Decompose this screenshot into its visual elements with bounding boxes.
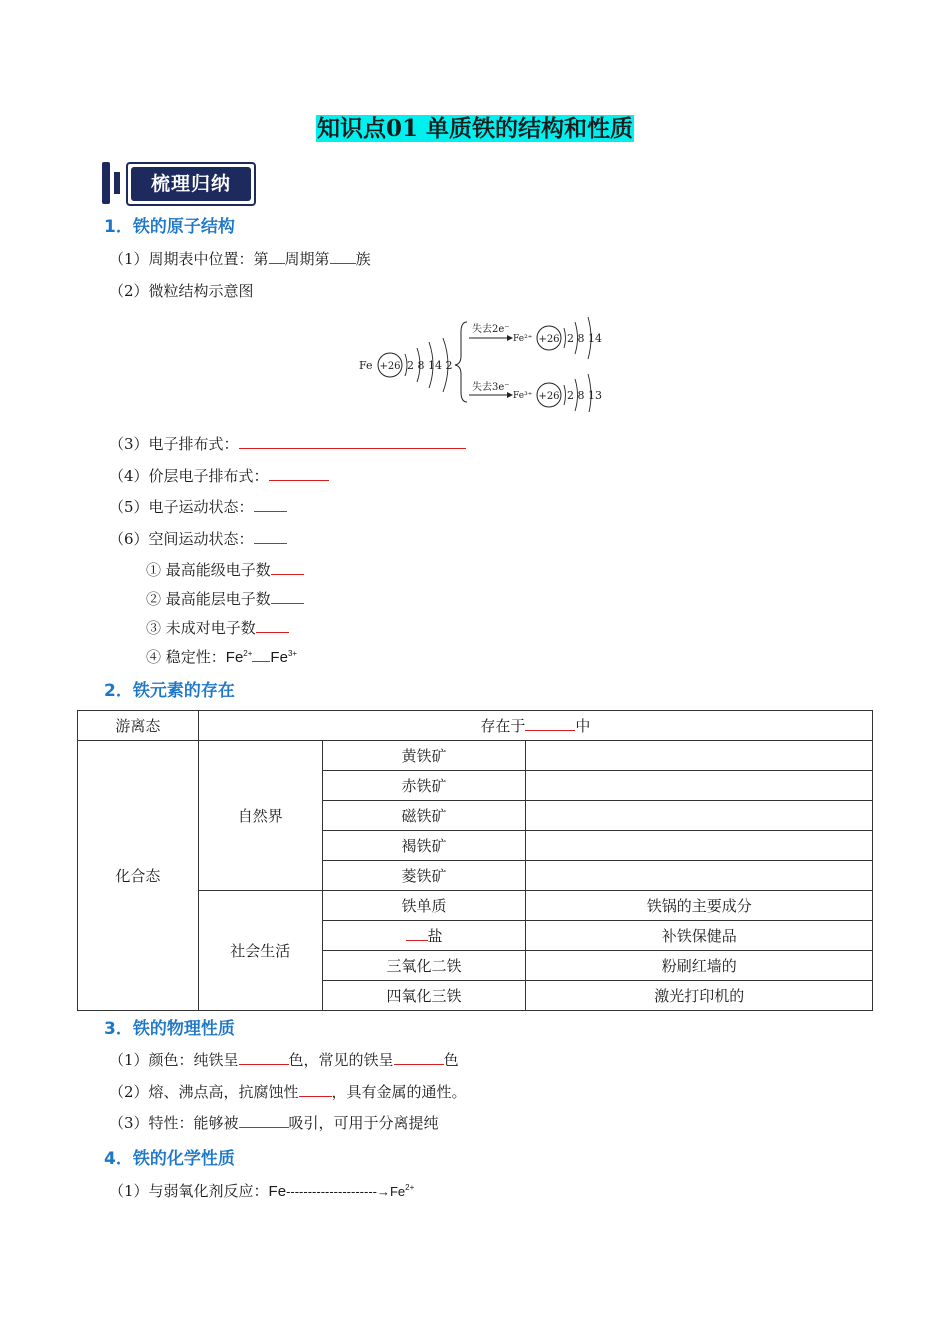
cell-ore: 菱铁矿	[322, 861, 526, 891]
item-space-states: （6）空间运动状态：	[109, 528, 287, 549]
item-electron-config: （3）电子排布式：	[109, 433, 466, 454]
blank[interactable]	[406, 926, 428, 941]
cell-ore-answer[interactable]	[526, 801, 873, 831]
cell-ore-answer[interactable]	[526, 741, 873, 771]
item-weak-oxidant: （1）与弱氧化剂反应：$Fe---------------------\to Fe^{2+}$	[109, 1182, 415, 1200]
blank[interactable]	[252, 647, 270, 662]
blank[interactable]	[239, 1050, 289, 1065]
blank[interactable]	[239, 434, 466, 449]
blank[interactable]	[271, 560, 304, 575]
item-motion-states: （5）电子运动状态：	[109, 496, 287, 517]
cell-ore-answer[interactable]	[526, 831, 873, 861]
sub-item-3: ③ 未成对电子数	[146, 617, 289, 638]
cell-substance: 三氧化二铁	[322, 951, 526, 981]
sub-item-2: ② 最高能层电子数	[146, 588, 304, 609]
blank[interactable]	[299, 1082, 332, 1097]
sub-item-1: ① 最高能级电子数	[146, 559, 304, 580]
section-heading-2: 2．铁元素的存在	[104, 681, 235, 701]
item-color: （1）颜色：纯铁呈 色，常见的铁呈 色	[109, 1051, 459, 1069]
blank[interactable]	[239, 1113, 289, 1128]
cell-ore-answer[interactable]	[526, 771, 873, 801]
svg-text:失去2e⁻: 失去2e⁻	[472, 324, 510, 335]
cell-use: 补铁保健品	[526, 921, 873, 951]
svg-text:Fe³⁺: Fe³⁺	[513, 391, 533, 401]
cell-use: 铁锅的主要成分	[526, 891, 873, 921]
item-diagram-label: （2）微粒结构示意图	[109, 282, 254, 300]
badge-label: 梳理归纳	[131, 167, 251, 201]
cell-substance: 四氧化三铁	[322, 981, 526, 1011]
cell-ore: 磁铁矿	[322, 801, 526, 831]
blank[interactable]	[254, 497, 287, 512]
cell-ore: 黄铁矿	[322, 741, 526, 771]
cell-use: 激光打印机的	[526, 981, 873, 1011]
blank[interactable]	[271, 589, 304, 604]
blank[interactable]	[254, 529, 287, 544]
section-heading-4: 4．铁的化学性质	[104, 1149, 235, 1169]
iron-existence-table	[77, 710, 873, 1011]
cell-society: 社会生活	[198, 891, 322, 1011]
blank[interactable]	[269, 249, 285, 264]
svg-text:失去3e⁻: 失去3e⁻	[472, 382, 510, 393]
cell-ore-answer[interactable]	[526, 861, 873, 891]
cell-exists-in: 存在于 中	[198, 711, 872, 741]
svg-text:2 8 13: 2 8 13	[567, 389, 602, 402]
svg-text:2 8 14 2: 2 8 14 2	[407, 359, 453, 372]
section-badge	[102, 162, 254, 204]
cell-use: 粉刷红墙的	[526, 951, 873, 981]
svg-text:+26: +26	[379, 361, 401, 372]
cell-ore: 褐铁矿	[322, 831, 526, 861]
cell-nature: 自然界	[198, 741, 322, 891]
svg-text:2 8 14: 2 8 14	[567, 332, 602, 345]
svg-text:Fe²⁺: Fe²⁺	[513, 334, 533, 344]
electron-structure-diagram	[355, 312, 615, 412]
blank[interactable]	[269, 466, 329, 481]
blank[interactable]	[330, 249, 356, 264]
blank[interactable]	[256, 618, 289, 633]
sub-item-4: ④ 稳定性：$Fe^{2+}$ $Fe^{3+}$	[146, 648, 298, 666]
cell-free-state: 游离态	[78, 711, 199, 741]
blank[interactable]	[394, 1050, 444, 1065]
cell-substance: 盐	[322, 921, 526, 951]
cell-compound: 化合态	[78, 741, 199, 1011]
svg-text:+26: +26	[538, 334, 560, 345]
blank[interactable]	[525, 716, 575, 731]
item-property: （3）特性：能够被 吸引，可用于分离提纯	[109, 1114, 439, 1132]
atom-symbol: Fe	[359, 359, 373, 372]
page-title: 知识点01 单质铁的结构和性质	[316, 115, 633, 142]
section-heading-1: 1．铁的原子结构	[104, 217, 235, 237]
cell-substance: 铁单质	[322, 891, 526, 921]
item-melting: （2）熔、沸点高，抗腐蚀性 ，具有金属的通性。	[109, 1083, 467, 1101]
cell-ore: 赤铁矿	[322, 771, 526, 801]
svg-text:+26: +26	[538, 391, 560, 402]
section-heading-3: 3．铁的物理性质	[104, 1019, 235, 1039]
item-position: （1）周期表中位置：第 周期第 族	[109, 250, 371, 268]
item-valence-config: （4）价层电子排布式：	[109, 465, 329, 486]
